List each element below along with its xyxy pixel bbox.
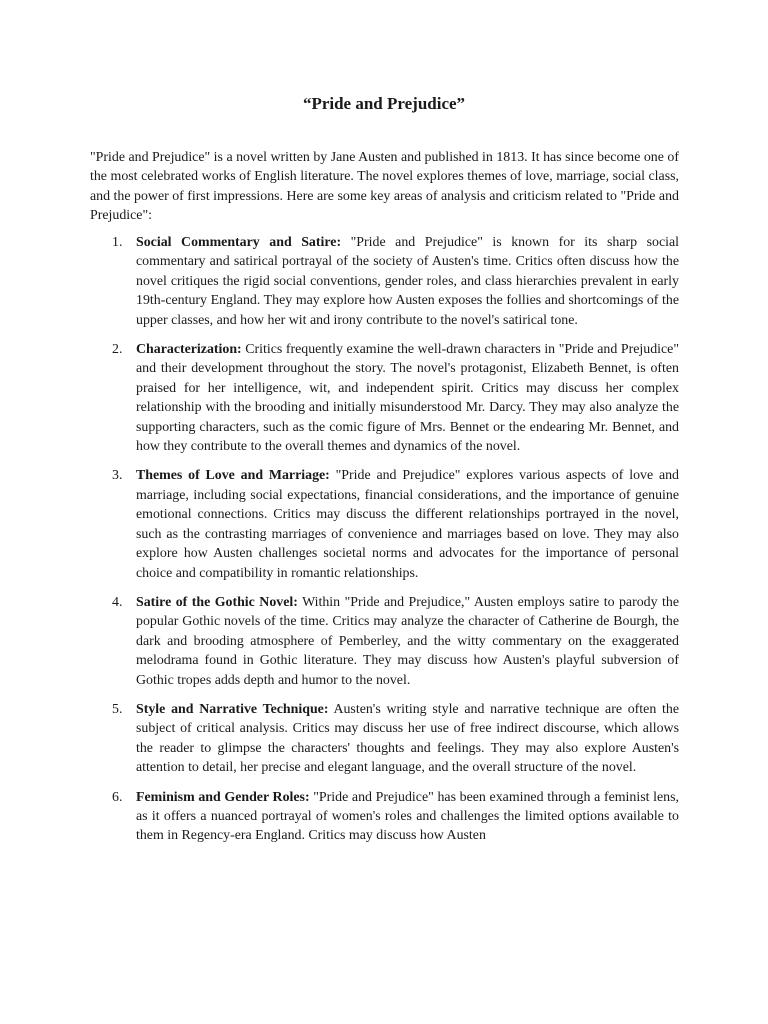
list-item (90, 233, 679, 330)
analysis-list (90, 233, 679, 856)
list-item-number: 4. (112, 594, 123, 610)
list-item-heading: Social Commentary and Satire: (136, 235, 342, 250)
list-item-text: Critics frequently examine the well-drawn characters in "Pride and Prejudice" and their development throughout the story. The novel's protagonist, Elizabeth Bennet, is often praised for her intelligence, wit, and independent spirit. Critics may discuss her complex relationship with the brooding and initially misunderstood Mr. Darcy. They may also analyze the supporting characters, such as the comic figure of Mrs. Bennet or the endearing Mr. Bennet, and how they contribute to the overall themes and dynamics of the novel. (136, 342, 679, 455)
list-item-text: "Pride and Prejudice" has been examined through a feminist lens, as it offers a nuanced portrayal of women's roles and challenges the limited options available to them in Regency-era England. Critics may discuss how Austen (136, 789, 679, 844)
list-item (90, 340, 679, 456)
list-item-heading: Style and Narrative Technique: (136, 701, 329, 717)
list-item-text: Within "Pride and Prejudice," Austen employs satire to parody the popular Gothic novels of the time. Critics may analyze the character of Catherine de Bourgh, the dark and brooding atmosphere of Pemberley, and the witty commentary on the exaggerated melodrama found in Gothic literature. They may discuss how Austen's playful subversion of Gothic tropes adds depth and humor to the novel. (136, 594, 679, 688)
list-item-text: Austen's writing style and narrative technique are often the subject of critical analysis. Critics may discuss her use of free indirect discourse, which allows the reader to glimpse the characters' thoughts and feelings. They may also explore Austen's attention to detail, her precise and elegant language, and the overall structure of the novel. (136, 701, 680, 776)
list-item-heading: Themes of Love and Marriage: (136, 468, 330, 484)
list-item (90, 593, 679, 690)
list-item-heading: Satire of the Gothic Novel: (136, 594, 298, 610)
list-item-heading: Feminism and Gender Roles: (136, 789, 310, 805)
list-item-text: "Pride and Prejudice" explores various aspects of love and marriage, including social expectations, financial considerations, and the importance of genuine emotional connections. Critics may discuss the different relationships portrayed in the novel, such as the contrasting marriages of convenience and marriages based on love. They may also explore how Austen challenges societal norms and advocates for the importance of personal choice and compatibility in romantic relationships. (136, 468, 680, 581)
list-item-number: 2. (112, 342, 123, 358)
list-item (90, 466, 679, 582)
intro-paragraph: "Pride and Prejudice" is a novel written by Jane Austen and published in 1813. It has since become one of the most celebrated works of English literature. The novel explores themes of love, marriage, social class, and the power of first impressions. Here are some key areas of analysis and criticism related to "Pride and Prejudice": (90, 150, 679, 224)
list-item (90, 700, 679, 778)
list-item (90, 788, 679, 846)
list-item-number: 6. (112, 789, 123, 805)
document-title: “Pride and Prejudice” (302, 94, 466, 113)
list-item-number: 3. (112, 468, 123, 484)
list-item-heading: Characterization: (136, 342, 242, 358)
list-item-number: 5. (112, 701, 123, 717)
list-item-number: 1. (112, 235, 123, 250)
list-item-text: "Pride and Prejudice" is known for its sharp social commentary and satirical portrayal of the society of Austen's time. Critics often discuss how the novel critiques the rigid social conventions, gender roles, and class hierarchies prevalent in early 19th-century England. They may explore how Austen exposes the follies and shortcomings of the upper classes, and how her wit and irony contribute to the novel's satirical tone. (136, 235, 679, 328)
